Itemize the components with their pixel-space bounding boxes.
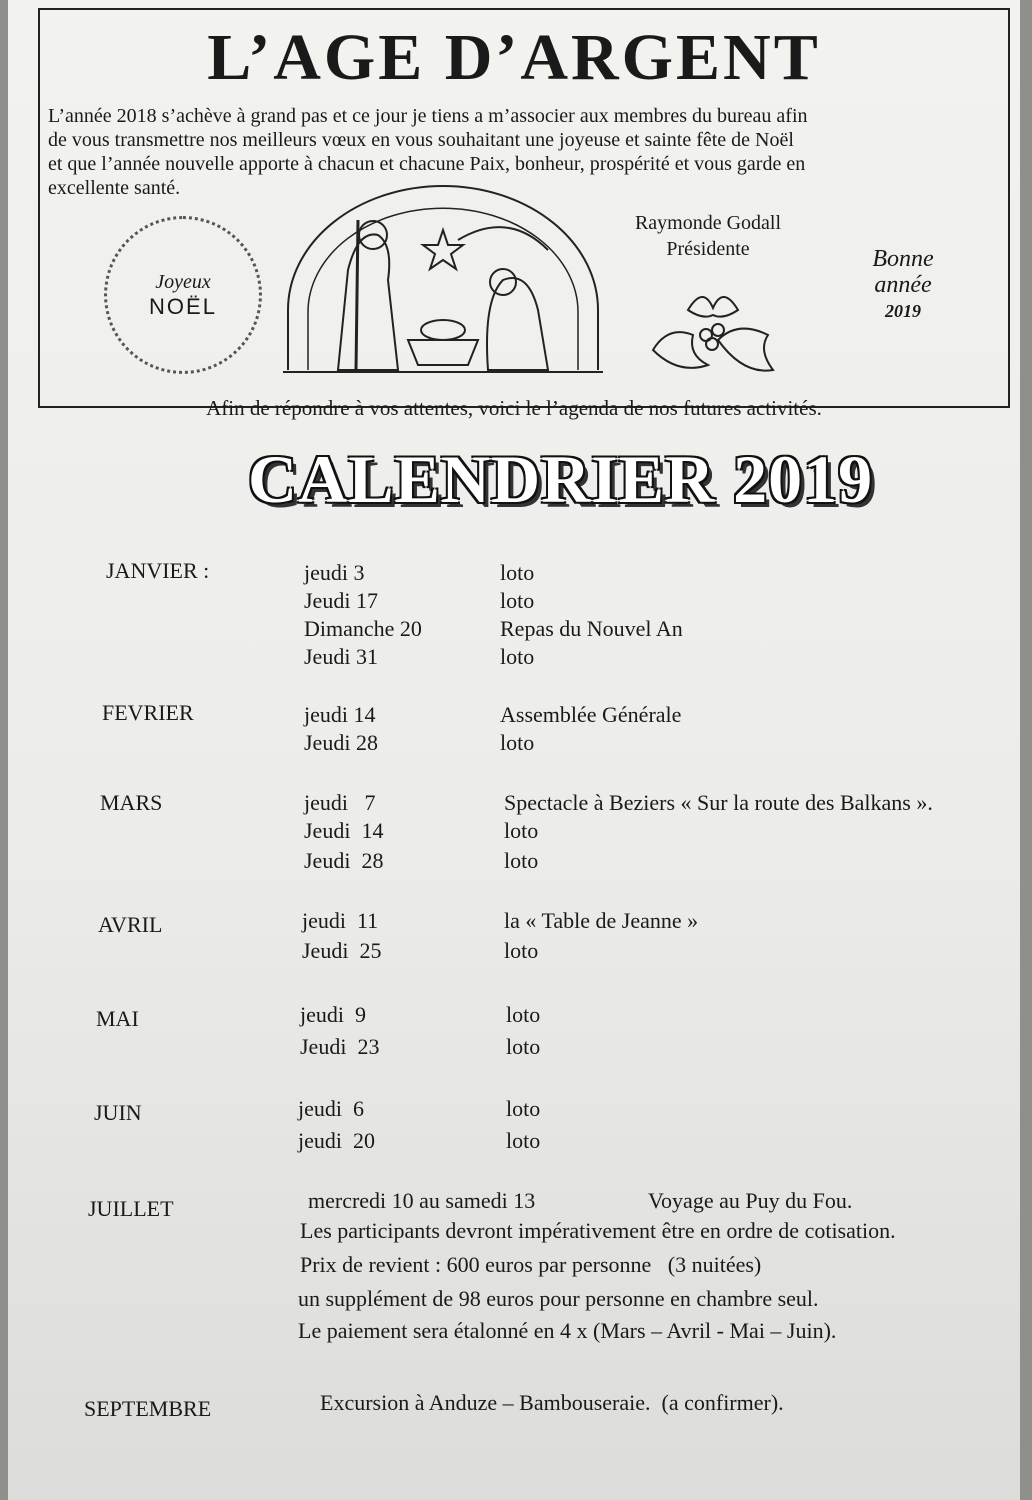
row-day: Jeudi 23 <box>300 1034 380 1059</box>
row-day: Jeudi 17 <box>304 588 378 613</box>
row-day: Jeudi 28 <box>304 730 378 755</box>
row-event: loto <box>504 938 539 963</box>
trip-note: un supplément de 98 euros pour personne en chambre seul. <box>298 1286 819 1311</box>
greeting-line: de vous transmettre nos meilleurs vœux en vous souhaitant une joyeuse et sainte fête de Noël <box>48 129 794 151</box>
month-label-avril: AVRIL <box>98 912 163 937</box>
greeting-line: L’année 2018 s’achève à grand pas et ce jour je tiens a m’associer aux membres du bureau afin <box>48 105 808 127</box>
row-event: loto <box>504 818 539 843</box>
trip-note: Les participants devront impérativement être en ordre de cotisation. <box>300 1218 896 1243</box>
bonne-line-2: année <box>874 272 932 298</box>
row-event: loto <box>506 1128 541 1153</box>
association-title: L’AGE D’ARGENT <box>207 21 821 94</box>
calendar-title: CALENDRIER 2019 <box>248 441 874 517</box>
president-name: Raymonde Godall <box>634 212 782 234</box>
bonne-line-1: Bonne <box>872 246 934 272</box>
flyer-sheet <box>8 0 1020 1500</box>
month-label-fevrier: FEVRIER <box>102 700 194 725</box>
row-day: jeudi 14 <box>304 702 376 727</box>
row-day: jeudi 6 <box>298 1096 364 1121</box>
month-label-janvier: JANVIER : <box>106 558 210 583</box>
row-event: Spectacle à Beziers « Sur la route des Balkans ». <box>504 790 933 815</box>
row-day: jeudi 3 <box>304 560 365 585</box>
row-event: loto <box>500 560 535 585</box>
row-event: loto <box>506 1034 541 1059</box>
row-day: Jeudi 31 <box>304 644 378 669</box>
agenda-intro: Afin de répondre à vos attentes, voici le l’agenda de nos futures activités. <box>206 396 822 420</box>
row-event: loto <box>504 848 539 873</box>
row-event: Repas du Nouvel An <box>500 616 683 641</box>
bonne-annee-card <box>828 220 978 350</box>
row-day: jeudi 9 <box>300 1002 366 1027</box>
month-label-septembre: SEPTEMBRE <box>84 1396 212 1421</box>
wreath-line-2: NOËL <box>149 293 217 319</box>
nativity-illustration <box>278 190 608 390</box>
greeting-line: excellente santé. <box>48 177 181 199</box>
greeting-paragraph <box>48 104 988 200</box>
trip-dates: mercredi 10 au samedi 13 <box>308 1188 536 1213</box>
month-label-mai: MAI <box>96 1006 139 1031</box>
holly-icon <box>648 280 778 380</box>
row-event: Assemblée Générale <box>500 702 682 727</box>
bonne-year: 2019 <box>885 301 921 321</box>
row-day: Jeudi 25 <box>302 938 382 963</box>
wreath-line-1: Joyeux <box>155 270 211 293</box>
row-event: la « Table de Jeanne » <box>504 908 699 933</box>
president-role: Présidente <box>666 238 750 260</box>
month-label-mars: MARS <box>100 790 163 815</box>
row-day: jeudi 11 <box>302 908 379 933</box>
row-event: loto <box>500 588 535 613</box>
row-day: Jeudi 14 <box>304 818 384 843</box>
excursion-event: Excursion à Anduze – Bambouseraie. (a confirmer). <box>320 1390 784 1415</box>
row-day: Jeudi 28 <box>304 848 384 873</box>
row-day: jeudi 20 <box>298 1128 375 1153</box>
month-label-juin: JUIN <box>94 1100 142 1125</box>
row-event: loto <box>500 644 535 669</box>
row-event: loto <box>500 730 535 755</box>
greeting-line: et que l’année nouvelle apporte à chacun et chacune Paix, bonheur, prospérité et vous garde en <box>48 153 806 175</box>
trip-event: Voyage au Puy du Fou. <box>648 1188 853 1213</box>
row-event: loto <box>506 1096 541 1121</box>
trip-note: Prix de revient : 600 euros par personne (3 nuitées) <box>300 1252 762 1277</box>
joyeux-noel-wreath <box>104 216 262 374</box>
row-day: Dimanche 20 <box>304 616 422 641</box>
trip-note: Le paiement sera étalonné en 4 x (Mars – Avril - Mai – Juin). <box>298 1318 837 1343</box>
row-event: loto <box>506 1002 541 1027</box>
month-label-juillet: JUILLET <box>88 1196 174 1221</box>
row-day: jeudi 7 <box>304 790 376 815</box>
signature-block <box>608 210 808 262</box>
